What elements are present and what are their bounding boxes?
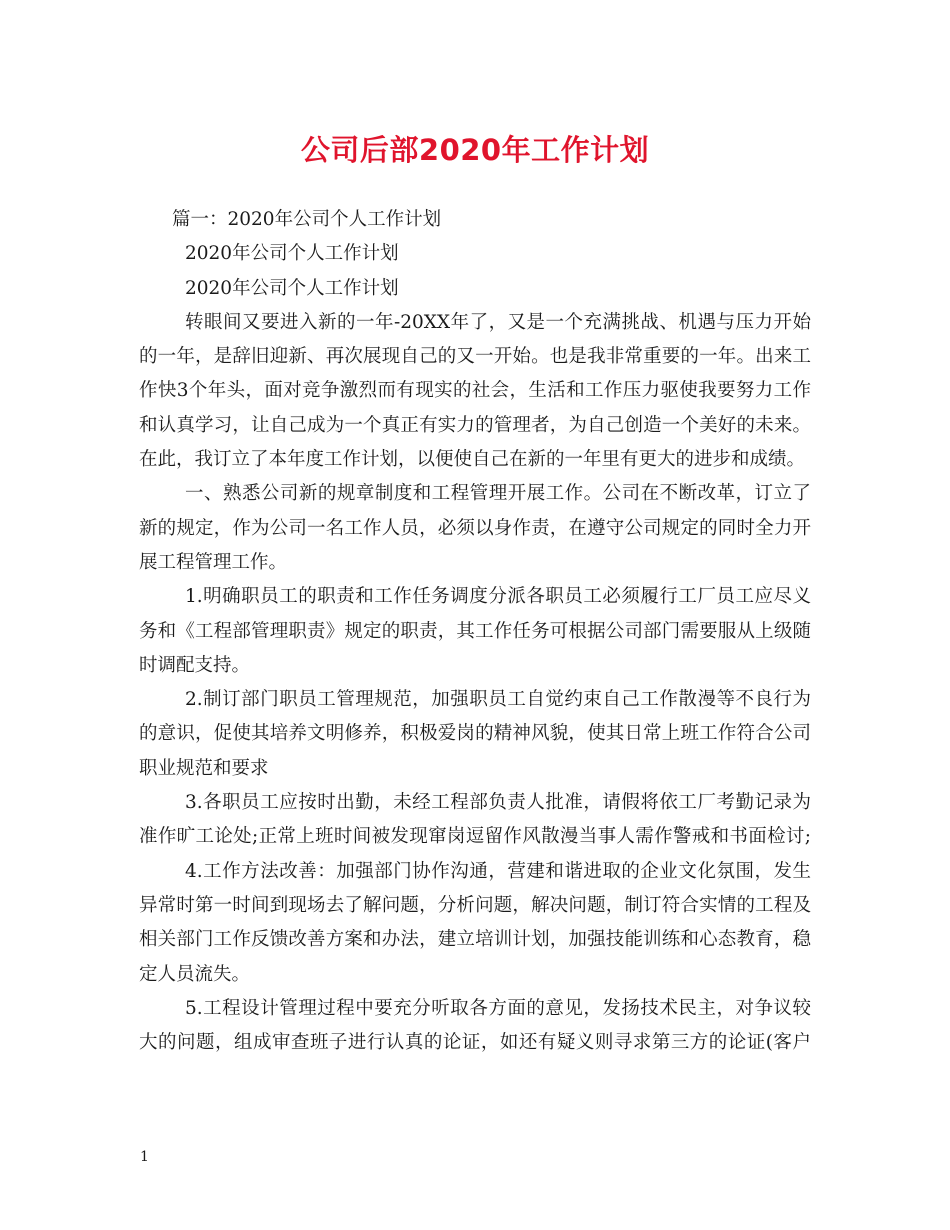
paragraph-line: 职业规范和要求	[139, 757, 269, 779]
document-title: 公司后部2020年工作计划	[300, 133, 650, 167]
paragraph-line: 3.各职员工应按时出勤，未经工程部负责人批准，请假将依工厂考勤记录为	[185, 792, 811, 814]
paragraph-line: 5.工程设计管理过程中要充分听取各方面的意见，发扬技术民主，对争议较	[185, 997, 811, 1019]
paragraph-item-2	[139, 683, 811, 786]
paragraph-line: 的一年，是辞旧迎新、再次展现自己的又一开始。也是我非常重要的一年。出来工	[139, 346, 811, 368]
section-heading: 篇一：2020年公司个人工作计划	[172, 209, 442, 230]
document-body	[139, 203, 811, 1060]
subheading: 2020年公司个人工作计划	[185, 277, 399, 299]
paragraph-line: 时调配支持。	[139, 654, 251, 676]
paragraph-line: 在此，我订立了本年度工作计划，以便使自己在新的一年里有更大的进步和成绩。	[139, 449, 806, 471]
paragraph-line: 一、熟悉公司新的规章制度和工程管理开展工作。公司在不断改革，订立了	[185, 483, 811, 505]
paragraph-line: 转眼间又要进入新的一年-20XX年了，又是一个充满挑战、机遇与压力开始	[185, 311, 811, 333]
paragraph-line: 务和《工程部管理职责》规定的职责，其工作任务可根据公司部门需要服从上级随	[139, 620, 811, 642]
paragraph-section-1	[139, 477, 811, 580]
paragraph-line: 大的问题，组成审查班子进行认真的论证，如还有疑义则寻求第三方的论证(客户	[139, 1032, 811, 1054]
paragraph-line: 4.工作方法改善：加强部门协作沟通，营建和谐进取的企业文化氛围，发生	[185, 860, 811, 882]
paragraph-line: 的意识，促使其培养文明修养，积极爱岗的精神风貌，使其日常上班工作符合公司	[139, 723, 811, 745]
paragraph-item-1	[139, 580, 811, 683]
paragraph-intro	[139, 306, 811, 477]
paragraph-item-5	[139, 992, 811, 1061]
paragraph-line: 定人员流失。	[139, 963, 251, 985]
paragraph-line: 异常时第一时间到现场去了解问题，分析问题，解决问题，制订符合实情的工程及	[139, 894, 811, 916]
paragraph-line: 新的规定，作为公司一名工作人员，必须以身作责，在遵守公司规定的同时全力开	[139, 517, 811, 539]
paragraph-line: 2.制订部门职员工管理规范，加强职员工自觉约束自己工作散漫等不良行为	[185, 689, 811, 711]
page-number: 1	[140, 1149, 149, 1165]
paragraph-line: 作快3个年头，面对竞争激烈而有现实的社会，生活和工作压力驱使我要努力工作	[139, 380, 811, 402]
paragraph-line: 展工程管理工作。	[139, 551, 288, 573]
subheading: 2020年公司个人工作计划	[185, 243, 399, 265]
paragraph-line: 相关部门工作反馈改善方案和办法，建立培训计划，加强技能训练和心态教育，稳	[139, 929, 811, 951]
paragraph-line: 1.明确职员工的职责和工作任务调度分派各职员工必须履行工厂员工应尽义	[185, 586, 811, 608]
paragraph-line: 准作旷工论处;正常上班时间被发现窜岗逗留作风散漫当事人需作警戒和书面检讨;	[139, 826, 811, 848]
paragraph-line: 和认真学习，让自己成为一个真正有实力的管理者，为自己创造一个美好的未来。	[139, 414, 811, 436]
paragraph-item-3	[139, 786, 811, 855]
paragraph-item-4	[139, 855, 811, 992]
